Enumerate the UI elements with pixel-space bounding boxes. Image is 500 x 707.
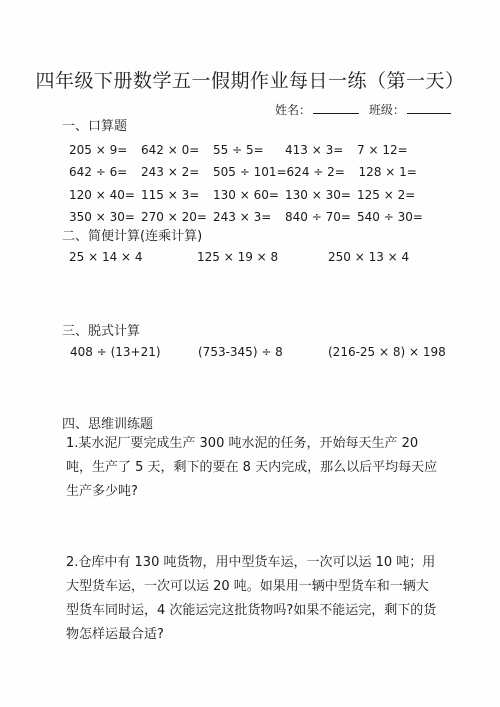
- section-heading-simple-calc: 二、简便计算(连乘计算): [62, 229, 203, 244]
- mental-math-item: 540 ÷ 30=: [357, 210, 423, 225]
- section-heading-thinking: 四、思维训练题: [62, 417, 154, 432]
- section-heading-step-calc: 三、脱式计算: [62, 324, 141, 339]
- word-problem-1: 1.某水泥厂要完成生产 300 吨水泥的任务，开始每天生产 20 吨，生产了 5 天，剩下的要在 8 天内完成，那么以后平均每天应生产多少吨?: [66, 436, 438, 499]
- mental-math-item: 205 × 9=: [69, 143, 128, 158]
- mental-math-item: 120 × 40=: [69, 187, 135, 202]
- mental-math-grid: [69, 139, 449, 228]
- mental-math-item: 130 × 60=: [213, 187, 279, 202]
- simple-calc-item: 125 × 19 × 8: [197, 250, 279, 264]
- mental-math-item: 350 × 30=: [69, 210, 135, 225]
- word-problem-2: 2.仓库中有 130 吨货物，用中型货车运，一次可以运 10 吨；用大型货车运，一次可以运 20 吨。如果用一辆中型货车和一辆大型货车同时运，4 次能运完这批货物吗?如果不能运完，剩下的货物怎样运最合适?: [66, 555, 437, 642]
- mental-math-item: 55 ÷ 5=: [213, 143, 264, 158]
- mental-math-item: 642 × 0=: [141, 143, 200, 158]
- section-heading-mental-math: 一、口算题: [62, 119, 128, 134]
- class-blank[interactable]: [407, 103, 451, 114]
- name-label: 姓名：: [275, 103, 312, 117]
- student-info: [275, 101, 451, 118]
- mental-math-item: 505 ÷ 101=: [213, 165, 287, 180]
- mental-math-item: 115 × 3=: [141, 187, 200, 202]
- mental-math-item: 128 × 1=: [358, 165, 417, 180]
- class-label: 班级：: [368, 103, 405, 117]
- mental-math-item: 243 × 2=: [141, 165, 200, 180]
- mental-math-item: 7 × 12=: [357, 143, 408, 158]
- step-calc-item: (753-345) ÷ 8: [198, 345, 283, 359]
- mental-math-item: 642 ÷ 6=: [69, 165, 128, 180]
- page-title: 四年级下册数学五一假期作业每日一练（第一天）: [35, 70, 465, 92]
- step-calc-item: (216-25 × 8) × 198: [328, 345, 446, 359]
- mental-math-item: 624 ÷ 2=: [286, 165, 345, 180]
- name-blank[interactable]: [313, 103, 359, 114]
- mental-math-item: 840 ÷ 70=: [285, 210, 351, 225]
- mental-math-row: [69, 184, 449, 206]
- mental-math-row: [69, 139, 449, 161]
- mental-math-item: 270 × 20=: [141, 210, 207, 225]
- mental-math-item: 125 × 2=: [357, 187, 416, 202]
- mental-math-row: [69, 161, 449, 183]
- mental-math-item: 130 × 30=: [285, 187, 351, 202]
- simple-calc-item: 25 × 14 × 4: [69, 250, 143, 264]
- mental-math-item: 243 × 3=: [213, 210, 272, 225]
- mental-math-item: 413 × 3=: [285, 143, 344, 158]
- simple-calc-item: 250 × 13 × 4: [328, 250, 410, 264]
- step-calc-item: 408 ÷ (13+21): [70, 345, 161, 359]
